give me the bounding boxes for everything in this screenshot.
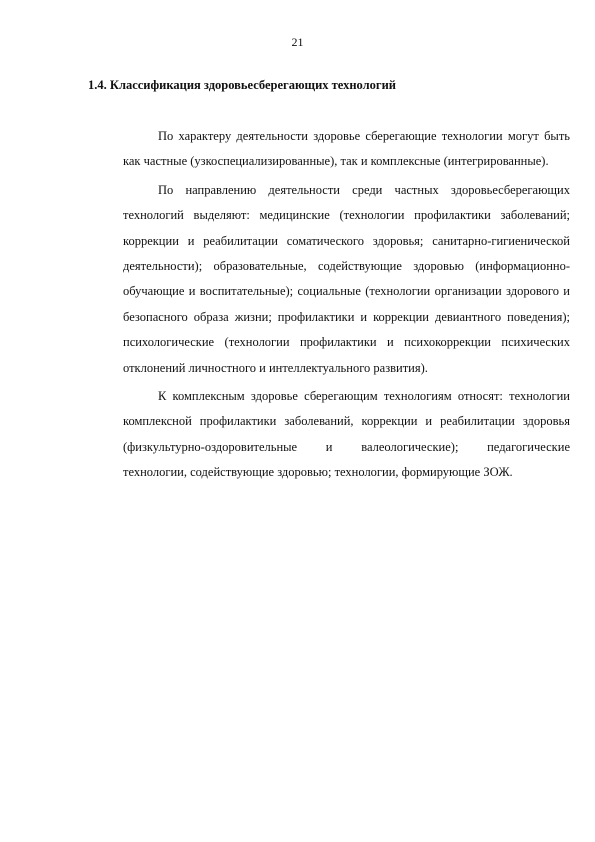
paragraph-line: К комплексным здоровье сберегающим технологиям относят: технологии bbox=[158, 389, 570, 404]
paragraph-line: По характеру деятельности здоровье сберегающие технологии могут быть bbox=[158, 129, 570, 143]
page-number: 21 bbox=[291, 35, 304, 49]
paragraph-line: комплексной профилактики заболеваний, коррекции и реабилитации здоровья bbox=[123, 414, 570, 429]
paragraph-2 bbox=[88, 178, 570, 381]
paragraph-3 bbox=[88, 384, 570, 486]
paragraph-line: как частные (узкоспециализированные), так и комплексные (интегрированные). bbox=[123, 154, 549, 169]
paragraph-line: психологические (технологии профилактики и психокоррекции психических bbox=[123, 335, 570, 350]
paragraph-1 bbox=[88, 124, 570, 175]
paragraph-line: По направлению деятельности среди частных здоровьесберегающих bbox=[158, 182, 570, 197]
body-text bbox=[88, 124, 570, 486]
paragraph-line: (физкультурно-оздоровительные и валеологические); педагогические bbox=[123, 439, 570, 454]
section-heading: 1.4. Классификация здоровьесберегающих технологий bbox=[88, 78, 396, 92]
paragraph-line: технологии, содействующие здоровью; технологии, формирующие ЗОЖ. bbox=[123, 465, 513, 480]
paragraph-line: обучающие и воспитательные); социальные (технологии организации здорового и bbox=[123, 284, 570, 299]
paragraph-line: безопасного образа жизни; профилактики и коррекции девиантного поведения); bbox=[123, 309, 570, 324]
paragraph-line: отклонений личностного и интеллектуального развития). bbox=[123, 360, 428, 375]
paragraph-line: технологий выделяют: медицинские (технологии профилактики заболеваний; bbox=[123, 208, 570, 223]
paragraph-line: деятельности); образовательные, содействующие здоровью (информационно- bbox=[123, 259, 570, 274]
paragraph-line: коррекции и реабилитации соматического здоровья; санитарно-гигиенической bbox=[123, 233, 570, 248]
